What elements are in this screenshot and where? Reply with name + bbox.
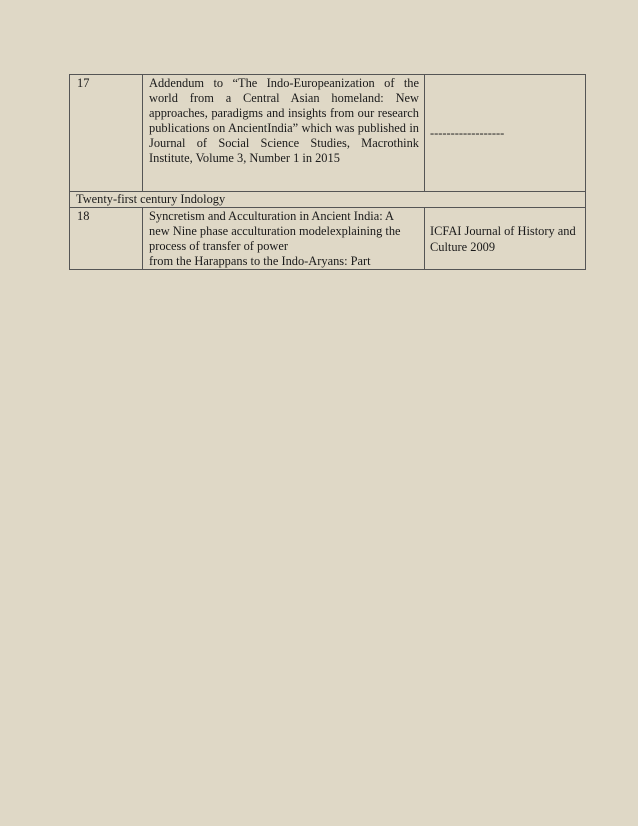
section-heading: Twenty-first century Indology — [70, 192, 586, 208]
title-line: new Nine phase acculturation modelexplaining the — [149, 224, 401, 238]
table-row — [70, 208, 586, 270]
publication-venue: ------------------ — [425, 75, 586, 192]
section-heading-row — [70, 192, 586, 208]
title-line: from the Harappans to the Indo-Aryans: Part — [149, 254, 371, 268]
title-line: process of transfer of power — [149, 239, 288, 253]
publication-venue: ICFAI Journal of History and Culture 2009 — [425, 208, 586, 270]
row-number: 18 — [70, 208, 143, 270]
publication-title: Addendum to “The Indo-Europeanization of the world from a Central Asian homeland: New approaches, paradigms and insights from our research publications on AncientIndia” which was published in Journal of Social Science Studies, Macrothink Institute, Volume 3, Number 1 in 2015 — [143, 75, 425, 192]
row-number: 17 — [70, 75, 143, 192]
publications-table — [69, 74, 586, 270]
table-row — [70, 75, 586, 192]
publication-title — [143, 208, 425, 270]
title-line: Syncretism and Acculturation in Ancient India: A — [149, 209, 395, 223]
